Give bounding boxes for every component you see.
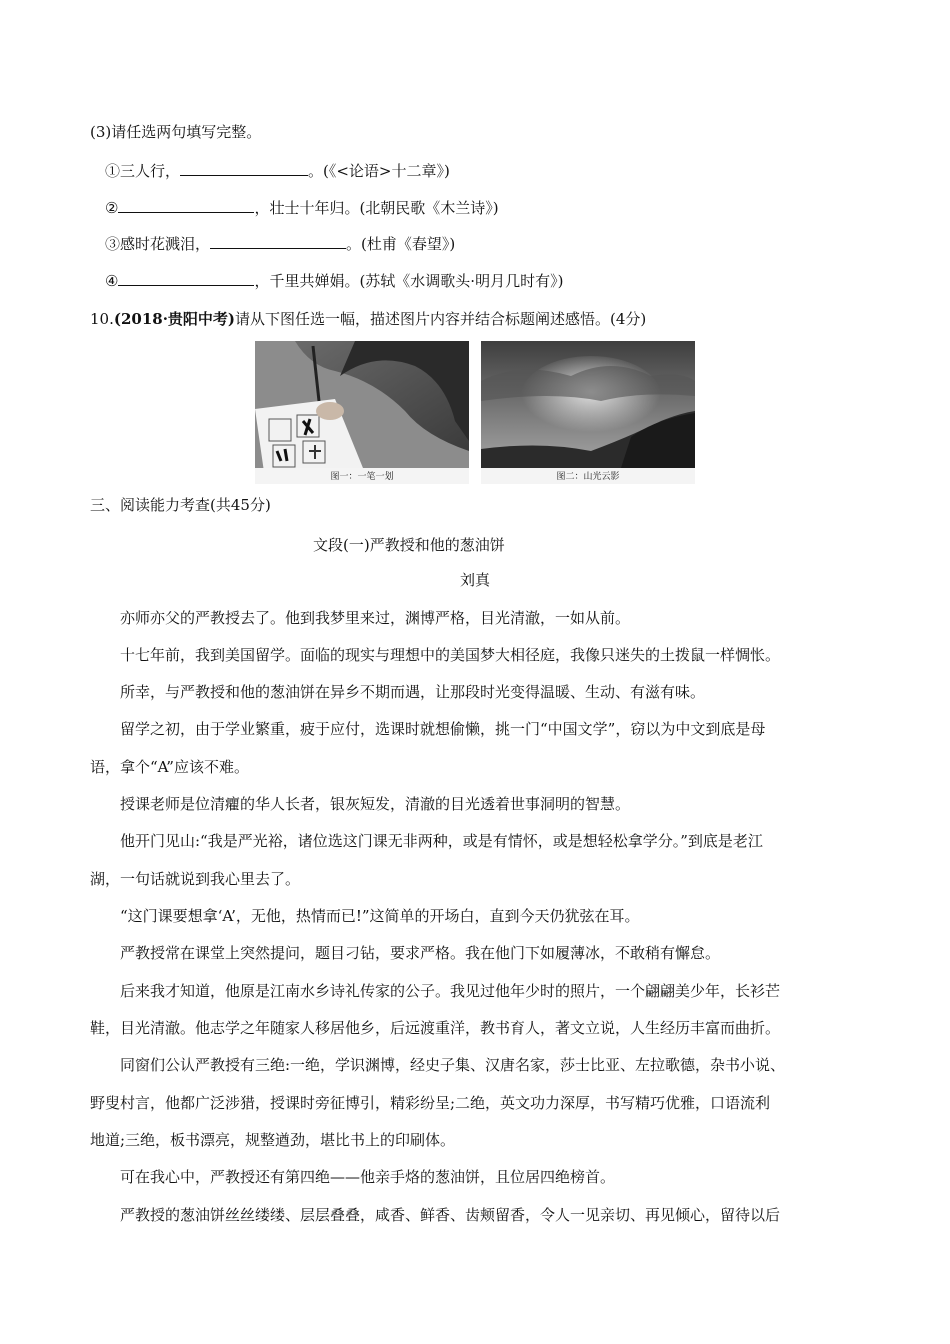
- paragraph-line: 鞋，目光清澈。他志学之年随家人移居他乡，后远渡重洋，教书育人，著文立说，人生经历丰富而曲折。: [90, 1019, 781, 1037]
- answer-blank[interactable]: [210, 233, 346, 249]
- paragraph-line: 他开门见山:“我是严光裕，诸位选这门课无非两种，或是有情怀，或是想轻松拿学分。”到底是老江: [120, 832, 763, 850]
- q10-source: (2018·贵阳中考): [113, 310, 236, 328]
- passage-title: 文段(一)严教授和他的葱油饼: [313, 536, 505, 554]
- paragraph-line: 授课老师是位清癯的华人长者，银灰短发，清澈的目光透着世事洞明的智慧。: [120, 795, 631, 813]
- passage-author: 刘真: [460, 571, 491, 589]
- item-before: ④: [105, 272, 119, 290]
- paragraph-line: 所幸，与严教授和他的葱油饼在异乡不期而遇，让那段时光变得温暖、生动、有滋有味。: [120, 683, 706, 701]
- blank-item-1: [105, 160, 450, 182]
- blank-item-3: [105, 233, 455, 255]
- q10-text: 请从下图任选一幅，描述图片内容并结合标题阐述感悟。(4分): [235, 310, 647, 328]
- item-after: 。(杜甫《春望》): [346, 235, 456, 253]
- q10-number: 10.: [90, 310, 114, 328]
- item-before: ②: [105, 199, 119, 217]
- paragraph-line: 同窗们公认严教授有三绝:一绝，学识渊博，经史子集、汉唐名家，莎士比亚、左拉歌德，杂书小说、: [120, 1056, 786, 1074]
- paragraph-line: 严教授常在课堂上突然提问，题目刁钻，要求严格。我在他门下如履薄冰，不敢稍有懈怠。: [120, 944, 721, 962]
- item-after: ，千里共婵娟。(苏轼《水调歌头·明月几时有》): [254, 272, 564, 290]
- section-heading: 三、阅读能力考查(共45分): [90, 496, 271, 514]
- photo-caption-1: 图一：一笔一划: [330, 472, 394, 482]
- answer-blank[interactable]: [118, 197, 254, 213]
- paragraph-line: 亦师亦父的严教授去了。他到我梦里来过，渊博严格，目光清澈，一如从前。: [120, 609, 631, 627]
- item-after: 。(《<论语>十二章》): [308, 162, 450, 180]
- item-before: ①三人行，: [105, 162, 181, 180]
- paragraph-line: “这门课要想拿‘A’，无他，热情而已!”这简单的开场白，直到今天仍犹弦在耳。: [120, 907, 640, 925]
- answer-blank[interactable]: [118, 270, 254, 286]
- paragraph-line: 留学之初，由于学业繁重，疲于应付，选课时就想偷懒，挑一门“中国文学”，窃以为中文到底是母: [120, 720, 766, 738]
- q10-question: [90, 308, 646, 330]
- paragraph-line: 野叟村言，他都广泛涉猎，授课时旁征博引，精彩纷呈;二绝，英文功力深厚，书写精巧优雅，口语流利: [90, 1094, 771, 1112]
- mountain-clouds-photo: [481, 341, 695, 484]
- paragraph-line: 严教授的葱油饼丝丝缕缕、层层叠叠，咸香、鲜香、齿颊留香，令人一见亲切、再见倾心，留待以后: [120, 1206, 781, 1224]
- q9-prompt: (3)请任选两句填写完整。: [90, 123, 262, 141]
- answer-blank[interactable]: [180, 160, 308, 176]
- item-after: ，壮士十年归。(北朝民歌《木兰诗》): [254, 199, 499, 217]
- paragraph-line: 十七年前，我到美国留学。面临的现实与理想中的美国梦大相径庭，我像只迷失的土拨鼠一样惆怅。: [120, 646, 781, 664]
- item-before: ③感时花溅泪，: [105, 235, 211, 253]
- blank-item-4: [105, 270, 563, 292]
- paragraph-line: 可在我心中，严教授还有第四绝——他亲手烙的葱油饼，且位居四绝榜首。: [120, 1168, 616, 1186]
- blank-item-2: [105, 197, 499, 219]
- paragraph-line: 语，拿个“A”应该不难。: [90, 758, 249, 776]
- photo-caption-2: 图二：山光云影: [556, 472, 620, 482]
- paragraph-line: 后来我才知道，他原是江南水乡诗礼传家的公子。我见过他年少时的照片，一个翩翩美少年，长衫芒: [120, 982, 781, 1000]
- calligraphy-photo: [255, 341, 469, 484]
- paragraph-line: 湖，一句话就说到我心里去了。: [90, 870, 301, 888]
- paragraph-line: 地道;三绝，板书漂亮，规整遒劲，堪比书上的印刷体。: [90, 1131, 456, 1149]
